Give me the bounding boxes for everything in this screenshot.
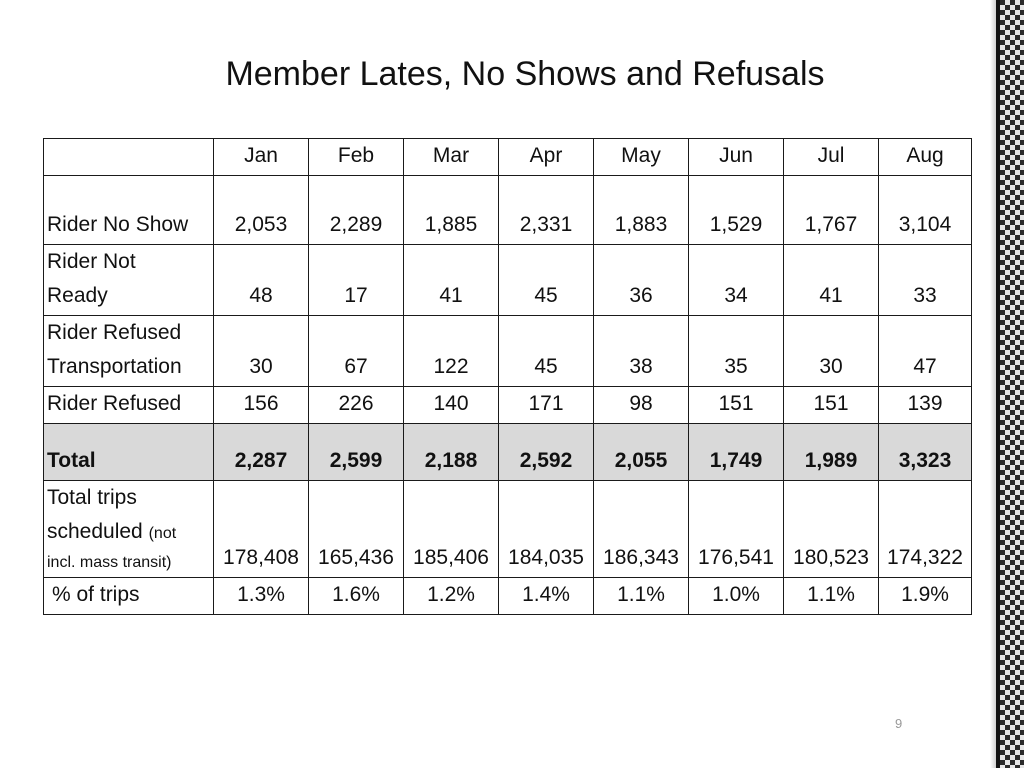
page-number: 9 (895, 716, 903, 731)
data-table (43, 138, 972, 615)
table-cell: 140 (404, 387, 499, 424)
table-cell: 67 (309, 316, 404, 387)
table-cell: 185,406 (404, 481, 499, 578)
table-cell: 1.9% (879, 578, 972, 615)
row-label-line: Ready (47, 284, 108, 307)
row-label-line: Rider Refused (47, 321, 182, 344)
table-cell: 33 (879, 245, 972, 316)
table-cell: 176,541 (689, 481, 784, 578)
table-cell: 174,322 (879, 481, 972, 578)
table-cell: 2,599 (309, 424, 404, 481)
row-label-line: Rider Not (47, 250, 136, 273)
table-cell: 156 (214, 387, 309, 424)
table-cell: 35 (689, 316, 784, 387)
table-cell: 139 (879, 387, 972, 424)
table-cell: 41 (784, 245, 879, 316)
table-cell: 180,523 (784, 481, 879, 578)
table-row-rider-refused-transportation (44, 316, 972, 387)
row-label-note: incl. mass transit) (47, 554, 172, 571)
month-header: Jul (784, 139, 879, 176)
table-cell: 17 (309, 245, 404, 316)
table-row-rider-not-ready (44, 245, 972, 316)
header-blank-cell (44, 139, 214, 176)
table-cell: 1,767 (784, 176, 879, 245)
month-header: Mar (404, 139, 499, 176)
month-header: Jun (689, 139, 784, 176)
table-cell: 34 (689, 245, 784, 316)
table-row-total (44, 424, 972, 481)
table-cell: 41 (404, 245, 499, 316)
table-cell: 178,408 (214, 481, 309, 578)
month-header: Jan (214, 139, 309, 176)
table-cell: 2,592 (499, 424, 594, 481)
row-label (44, 316, 214, 387)
table-cell: 184,035 (499, 481, 594, 578)
row-label-note: (not (148, 525, 177, 542)
table-row-rider-refused (44, 387, 972, 424)
table-cell: 45 (499, 316, 594, 387)
month-header: Apr (499, 139, 594, 176)
decorative-side-border (990, 0, 1024, 768)
table-row-pct-of-trips (44, 578, 972, 615)
row-label (44, 481, 214, 578)
table-cell: 48 (214, 245, 309, 316)
table-cell: 47 (879, 316, 972, 387)
table-cell: 2,055 (594, 424, 689, 481)
table-cell: 98 (594, 387, 689, 424)
month-header: Aug (879, 139, 972, 176)
table-cell: 1,749 (689, 424, 784, 481)
table-cell: 226 (309, 387, 404, 424)
table-cell: 2,289 (309, 176, 404, 245)
table-cell: 1,529 (689, 176, 784, 245)
table-cell: 2,331 (499, 176, 594, 245)
table-cell: 3,104 (879, 176, 972, 245)
table-cell: 122 (404, 316, 499, 387)
row-label-line: Total trips (47, 486, 137, 509)
row-label-line: Transportation (47, 355, 182, 378)
table-cell: 38 (594, 316, 689, 387)
table-cell: 1,885 (404, 176, 499, 245)
table-cell: 1.6% (309, 578, 404, 615)
row-label: Total (44, 424, 214, 481)
slide-title: Member Lates, No Shows and Refusals (225, 55, 825, 93)
month-header: May (594, 139, 689, 176)
table-cell: 151 (689, 387, 784, 424)
table-cell: 186,343 (594, 481, 689, 578)
table-cell: 30 (214, 316, 309, 387)
row-label-line: scheduled (47, 520, 143, 543)
table-cell: 3,323 (879, 424, 972, 481)
header-row (44, 139, 972, 176)
table-cell: 1.1% (784, 578, 879, 615)
row-label: % of trips (44, 578, 214, 615)
table-cell: 1,883 (594, 176, 689, 245)
table-cell: 1.1% (594, 578, 689, 615)
table-cell: 36 (594, 245, 689, 316)
table-cell: 30 (784, 316, 879, 387)
table-cell: 1.2% (404, 578, 499, 615)
table-cell: 45 (499, 245, 594, 316)
table-cell: 1.0% (689, 578, 784, 615)
row-label (44, 245, 214, 316)
table-cell: 2,188 (404, 424, 499, 481)
table-row-rider-no-show (44, 176, 972, 245)
row-label: Rider No Show (44, 176, 214, 245)
table-cell: 1.4% (499, 578, 594, 615)
row-label: Rider Refused (44, 387, 214, 424)
table-cell: 1,989 (784, 424, 879, 481)
table-cell: 1.3% (214, 578, 309, 615)
table-row-total-trips (44, 481, 972, 578)
month-header: Feb (309, 139, 404, 176)
table-cell: 151 (784, 387, 879, 424)
table-cell: 2,053 (214, 176, 309, 245)
table-cell: 171 (499, 387, 594, 424)
table-cell: 2,287 (214, 424, 309, 481)
table-cell: 165,436 (309, 481, 404, 578)
